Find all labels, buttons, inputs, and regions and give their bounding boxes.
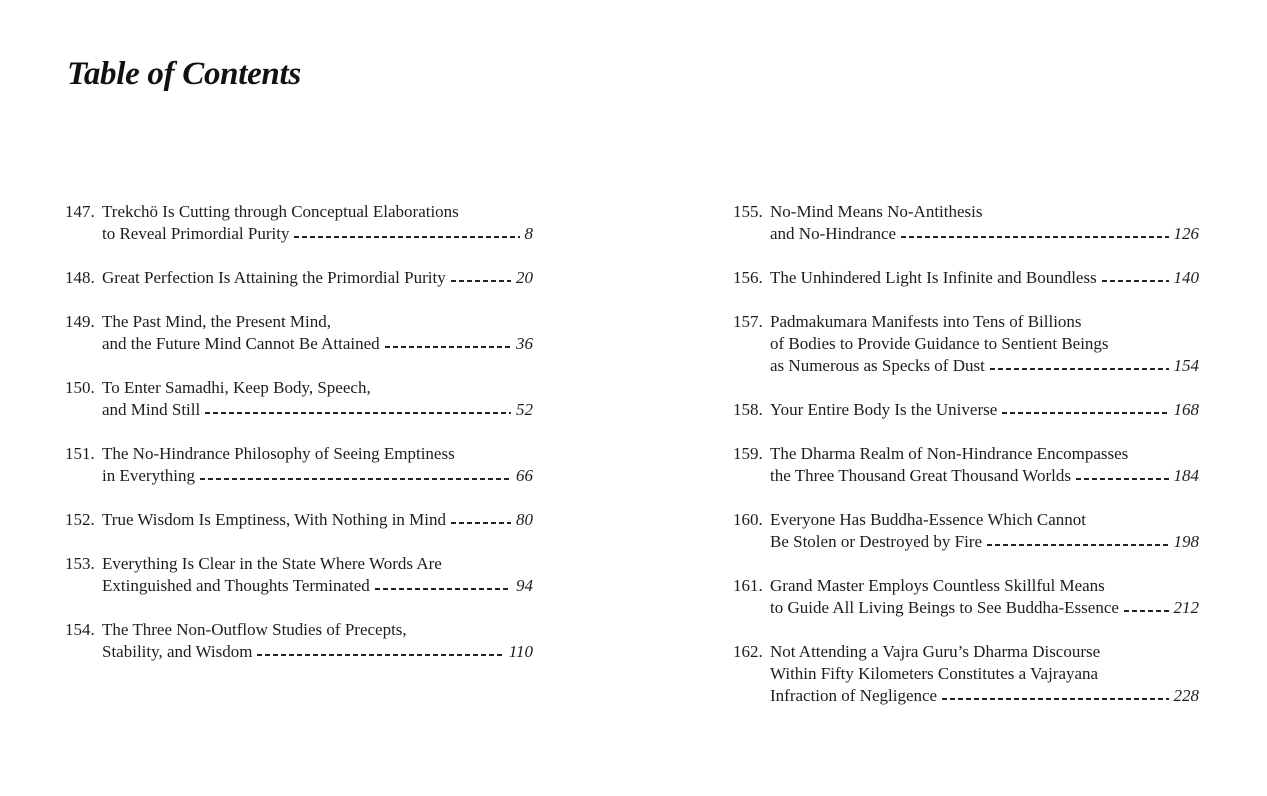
- entry-number: 161.: [733, 576, 763, 595]
- entry-title-line: Stability, and Wisdom: [102, 642, 253, 661]
- toc-entry: [65, 311, 533, 355]
- entry-title: [770, 311, 1199, 377]
- entry-title: [770, 443, 1199, 487]
- toc-column-left: [65, 201, 533, 685]
- entry-title-line: as Numerous as Specks of Dust: [770, 356, 985, 375]
- toc-entry: [65, 201, 533, 245]
- toc-entry: [65, 377, 533, 421]
- entry-last-line: [102, 267, 533, 289]
- dash-leader: [1124, 597, 1169, 619]
- entry-title: [770, 201, 1199, 245]
- entry-title-line: The Unhindered Light Is Infinite and Boundless: [770, 268, 1097, 287]
- toc-entry: [65, 509, 533, 531]
- entry-title-line: to Reveal Primordial Purity: [102, 224, 290, 243]
- dash-leader: [205, 399, 511, 421]
- entry-title-line: The Dharma Realm of Non-Hindrance Encompasses: [770, 444, 1129, 463]
- toc-entry: [733, 267, 1199, 289]
- entry-title-line: Be Stolen or Destroyed by Fire: [770, 532, 982, 551]
- entry-last-line: [770, 685, 1199, 707]
- dash-leader: [294, 223, 519, 245]
- page-number: 36: [516, 334, 533, 353]
- entry-title-line: and the Future Mind Cannot Be Attained: [102, 334, 380, 353]
- page-number: 94: [516, 576, 533, 595]
- page-number: 8: [524, 224, 533, 243]
- entry-title: [770, 641, 1199, 707]
- toc-entry: [733, 641, 1199, 707]
- dash-leader: [901, 223, 1168, 245]
- entry-number: 160.: [733, 510, 763, 529]
- page-number: 20: [516, 268, 533, 287]
- toc-entry: [733, 575, 1199, 619]
- page-number: 168: [1173, 400, 1199, 419]
- dash-leader: [942, 685, 1168, 707]
- entry-number: 156.: [733, 268, 763, 287]
- entry-title-line: The No-Hindrance Philosophy of Seeing Emptiness: [102, 444, 455, 463]
- dash-leader: [987, 531, 1169, 553]
- entry-last-line: [770, 267, 1199, 289]
- entry-number: 162.: [733, 642, 763, 661]
- page-number: 110: [508, 642, 533, 661]
- entry-last-line: [102, 465, 533, 487]
- entry-number: 152.: [65, 510, 95, 529]
- entry-title-line: The Past Mind, the Present Mind,: [102, 312, 332, 331]
- entry-title-line: Grand Master Employs Countless Skillful Means: [770, 576, 1105, 595]
- entry-last-line: [102, 641, 533, 663]
- dash-leader: [385, 333, 511, 355]
- entry-title: [102, 509, 533, 531]
- entry-title-line: in Everything: [102, 466, 196, 485]
- entry-title-line: of Bodies to Provide Guidance to Sentient Beings: [770, 334, 1109, 353]
- entry-title-line: Padmakumara Manifests into Tens of Billions: [770, 312, 1082, 331]
- toc-entry: [65, 619, 533, 663]
- entry-last-line: [102, 509, 533, 531]
- page-number: 140: [1173, 268, 1199, 287]
- entry-title-line: Trekchö Is Cutting through Conceptual Elaborations: [102, 202, 459, 221]
- page-number: 126: [1173, 224, 1199, 243]
- entry-title: [770, 399, 1199, 421]
- entry-title: [102, 267, 533, 289]
- entry-last-line: [770, 399, 1199, 421]
- entry-last-line: [102, 333, 533, 355]
- dash-leader: [1002, 399, 1168, 421]
- dash-leader: [1102, 267, 1169, 289]
- entry-title-line: The Three Non-Outflow Studies of Precepts,: [102, 620, 407, 639]
- entry-title-line: Not Attending a Vajra Guru’s Dharma Discourse: [770, 642, 1101, 661]
- toc-entry: [65, 443, 533, 487]
- entry-last-line: [102, 223, 533, 245]
- entry-title-line: and Mind Still: [102, 400, 201, 419]
- entry-number: 159.: [733, 444, 763, 463]
- entry-title: [102, 443, 533, 487]
- dash-leader: [200, 465, 511, 487]
- entry-number: 148.: [65, 268, 95, 287]
- entry-last-line: [102, 575, 533, 597]
- entry-title-line: and No-Hindrance: [770, 224, 897, 243]
- dash-leader: [257, 641, 503, 663]
- entry-title: [770, 509, 1199, 553]
- entry-title-line: Within Fifty Kilometers Constitutes a Vajrayana: [770, 664, 1099, 683]
- entry-number: 157.: [733, 312, 763, 331]
- page-number: 228: [1173, 686, 1199, 705]
- dash-leader: [375, 575, 511, 597]
- entry-number: 151.: [65, 444, 95, 463]
- entry-last-line: [770, 355, 1199, 377]
- entry-last-line: [770, 597, 1199, 619]
- entry-number: 147.: [65, 202, 95, 221]
- entry-last-line: [102, 399, 533, 421]
- page-number: 80: [516, 510, 533, 529]
- toc-entry: [65, 267, 533, 289]
- entry-title: [770, 575, 1199, 619]
- entry-title-line: Your Entire Body Is the Universe: [770, 400, 998, 419]
- entry-number: 153.: [65, 554, 95, 573]
- entry-title-line: the Three Thousand Great Thousand Worlds: [770, 466, 1071, 485]
- entry-title-line: Everyone Has Buddha-Essence Which Cannot: [770, 510, 1086, 529]
- toc-entry: [65, 553, 533, 597]
- entry-title-line: Great Perfection Is Attaining the Primordial Purity: [102, 268, 446, 287]
- entry-last-line: [770, 223, 1199, 245]
- entry-number: 154.: [65, 620, 95, 639]
- entry-title: [102, 619, 533, 663]
- page-number: 198: [1173, 532, 1199, 551]
- page-title: Table of Contents: [67, 56, 301, 92]
- entry-title-line: Extinguished and Thoughts Terminated: [102, 576, 370, 595]
- toc-entry: [733, 443, 1199, 487]
- entry-title: [102, 311, 533, 355]
- entry-title-line: No-Mind Means No-Antithesis: [770, 202, 983, 221]
- entry-title: [102, 553, 533, 597]
- entry-title-line: To Enter Samadhi, Keep Body, Speech,: [102, 378, 371, 397]
- entry-number: 158.: [733, 400, 763, 419]
- page-number: 52: [516, 400, 533, 419]
- page-number: 154: [1173, 356, 1199, 375]
- entry-title-line: True Wisdom Is Emptiness, With Nothing in Mind: [102, 510, 447, 529]
- toc-entry: [733, 509, 1199, 553]
- entry-title-line: to Guide All Living Beings to See Buddha-Essence: [770, 598, 1119, 617]
- dash-leader: [451, 509, 511, 531]
- toc-entry: [733, 399, 1199, 421]
- entry-last-line: [770, 465, 1199, 487]
- entry-title-line: Infraction of Negligence: [770, 686, 938, 705]
- entry-title: [102, 201, 533, 245]
- entry-title: [770, 267, 1199, 289]
- entry-number: 155.: [733, 202, 763, 221]
- entry-last-line: [770, 531, 1199, 553]
- dash-leader: [990, 355, 1169, 377]
- toc-column-right: [733, 201, 1199, 729]
- page-number: 66: [516, 466, 533, 485]
- entry-title-line: Everything Is Clear in the State Where Words Are: [102, 554, 442, 573]
- toc-entry: [733, 311, 1199, 377]
- page-number: 184: [1173, 466, 1199, 485]
- dash-leader: [451, 267, 511, 289]
- entry-title: [102, 377, 533, 421]
- entry-number: 150.: [65, 378, 95, 397]
- entry-number: 149.: [65, 312, 95, 331]
- dash-leader: [1076, 465, 1169, 487]
- toc-entry: [733, 201, 1199, 245]
- page-number: 212: [1173, 598, 1199, 617]
